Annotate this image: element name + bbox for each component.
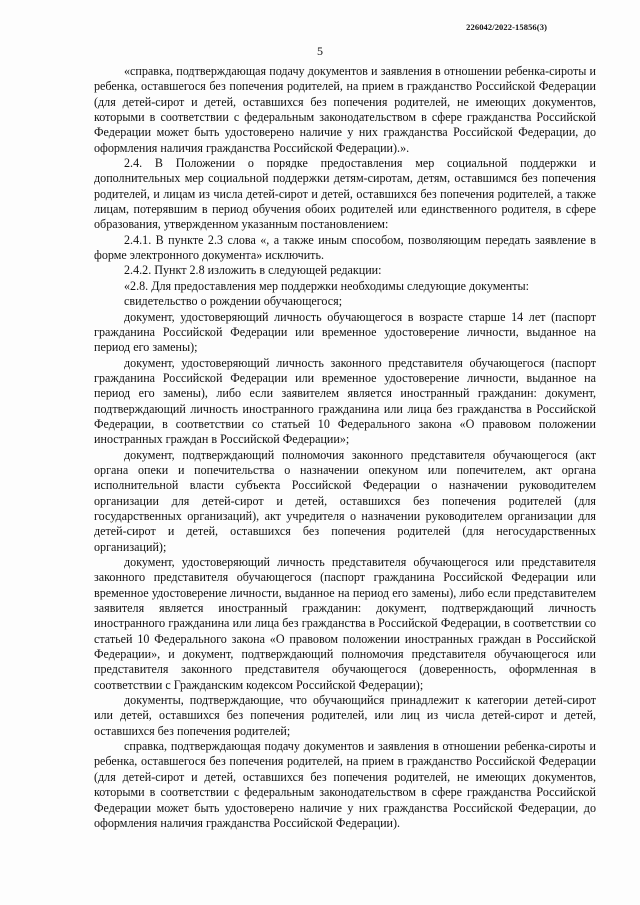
paragraph-2-4-2: 2.4.2. Пункт 2.8 изложить в следующей редакции:	[124, 263, 382, 278]
paragraph-birth-certificate: свидетельство о рождении обучающегося;	[124, 294, 343, 309]
paragraph-citizenship-certificate: справка, подтверждающая подачу документов и заявления в отношении ребенка-сироты и ребенка, оставшегося без попечения родителей, на прием в гражданство Российской Федерации (для детей-сирот и детей, оставшихся без попечения родителей, не имеющих документов, которыми в соответствии с федеральным законодательством в сфере гражданства Российской Федерации может быть удостоверено наличие у них гражданства Российской Федерации, до оформления наличия гражданства Российской Федерации).	[94, 739, 596, 830]
paragraph-legal-representative-id: документ, удостоверяющий личность законного представителя обучающегося (паспорт гражданина Российской Федерации или временное удостоверение личности, выданное на период его замены), либо если заявителем является иностранный гражданин: документ, подтверждающий личность иностранного гражданина или лица без гражданства в Российской Федерации, в соответствии со статьей 10 Федерального закона «О правовом положении иностранных граждан в Российской Федерации»;	[94, 355, 596, 447]
paragraph-2-4: 2.4. В Положении о порядке предоставления мер социальной поддержки и дополнительных мер социальной поддержки детям-сиротам, детям, оставшимся без попечения родителей, и лицам из числа детей-сирот и детей, оставшихся без попечения родителей, а также лицам, потерявшим в период обучения обоих родителей или единственного родителя, в сфере образования, утвержденном указанным постановлением:	[94, 156, 596, 232]
paragraph-certificate-citizenship: «справка, подтверждающая подачу документов и заявления в отношении ребенка-сироты и ребенка, оставшегося без попечения родителей, на прием в гражданство Российской Федерации (для детей-сирот и детей, оставшихся без попечения родителей, не имеющих документов, которыми в соответствии с федеральным законодательством в сфере гражданства Российской Федерации может быть удостоверено наличие у них гражданства Российской Федерации, до оформления наличия гражданства Российской Федерации).».	[94, 64, 596, 155]
paragraph-orphan-status-documents: документы, подтверждающие, что обучающийся принадлежит к категории детей-сирот или детей, оставшихся без попечения родителей, или лиц из числа детей-сирот и детей, оставшихся без попечения родителей;	[94, 693, 596, 738]
document-id: 226042/2022-15856(3)	[466, 22, 547, 32]
document-body	[94, 64, 596, 831]
paragraph-2-8: «2.8. Для предоставления мер поддержки необходимы следующие документы:	[124, 278, 530, 293]
page-number: 5	[317, 44, 323, 58]
paragraph-student-id-document: документ, удостоверяющий личность обучающегося в возрасте старше 14 лет (паспорт гражданина Российской Федерации или временное удостоверение личности, выданное на период его замены);	[94, 309, 596, 355]
paragraph-representative-id: документ, удостоверяющий личность представителя обучающегося или представителя законного представителя обучающегося (паспорт гражданина Российской Федерации или временное удостоверение личности, выданное на период его замены), либо если представителем заявителя является иностранный гражданин: документ, подтверждающий личность иностранного гражданина или лица без гражданства в Российской Федерации, в соответствии со статьей 10 Федерального закона «О правовом положении иностранных граждан в Российской Федерации», и документ, подтверждающий полномочия представителя обучающегося или представителя законного представителя обучающегося (доверенность, оформленная в соответствии с Гражданским кодексом Российской Федерации);	[94, 555, 596, 692]
paragraph-representative-authority: документ, подтверждающий полномочия законного представителя обучающегося (акт органа опеки и попечительства о назначении опекуном или попечителем, акт органа исполнительной власти субъекта Российской Федерации о назначении руководителем организации для детей-сирот и детей, оставшихся без попечения родителей (для государственных организаций), акт учредителя о назначении руководителем организации для детей-сирот и детей, оставшихся без попечения родителей (для негосударственных организаций);	[94, 447, 596, 554]
paragraph-2-4-1: 2.4.1. В пункте 2.3 слова «, а также иным способом, позволяющим передать заявление в форме электронного документа» исключить.	[94, 232, 596, 263]
